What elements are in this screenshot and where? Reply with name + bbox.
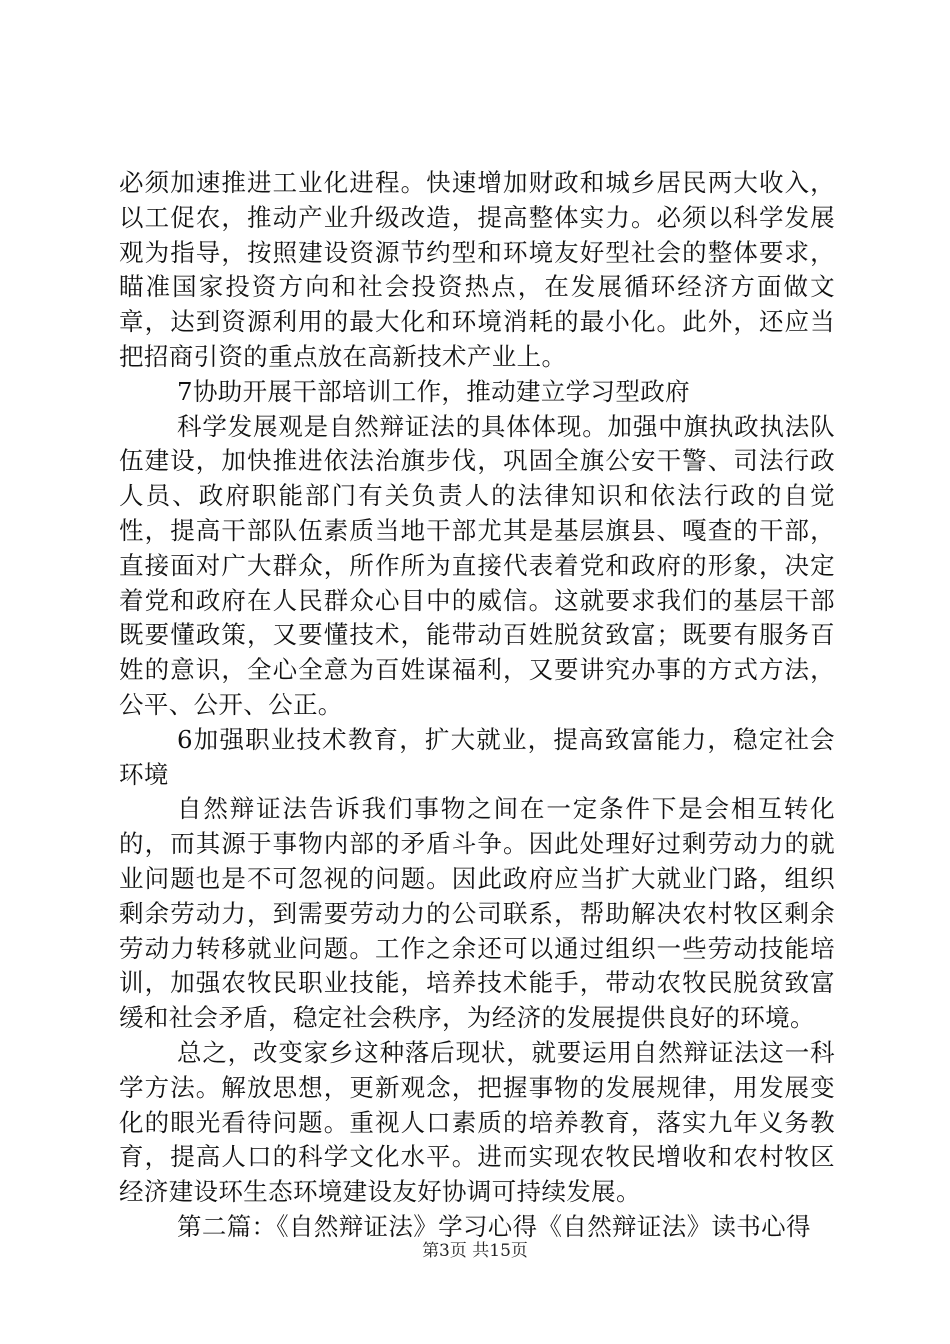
chapter-title: 第二篇：《自然辩证法》学习心得《自然辩证法》读书心得 [177, 1211, 811, 1241]
body-paragraph: 总之，改变家乡这种落后现状，就要运用自然辩证法这一科学方法。解放思想，更新观念，把握事物的发展规律，用发展变化的眼光看待问题。重视人口素质的培养教育，落实九年义务教育，提高人口的科学文化水平。进而实现农牧民增收和农村牧区经济建设环生态环境建设友好协调可持续发展。 [119, 1037, 835, 1207]
body-paragraph: 科学发展观是自然辩证法的具体体现。加强中旗执政执法队伍建设，加快推进依法治旗步伐，巩固全旗公安干警、司法行政人员、政府职能部门有关负责人的法律知识和依法行政的自觉性，提高干部队伍素质当地干部尤其是基层旗县、嘎查的干部，直接面对广大群众，所作所为直接代表着党和政府的形象，决定着党和政府在人民群众心目中的威信。这就要求我们的基层干部既要懂政策，又要懂技术，能带动百姓脱贫致富；既要有服务百姓的意识，全心全意为百姓谋福利，又要讲究办事的方式方法，公平、公开、公正。 [119, 411, 835, 719]
body-paragraph: 必须加速推进工业化进程。快速增加财政和城乡居民两大收入，以工促农，推动产业升级改造，提高整体实力。必须以科学发展观为指导，按照建设资源节约型和环境友好型社会的整体要求，瞄准国家投资方向和社会投资热点，在发展循环经济方面做文章，达到资源利用的最大化和环境消耗的最小化。此外，还应当把招商引资的重点放在高新技术产业上。 [119, 168, 835, 371]
page-number-footer: 第3页 共15页 [422, 1241, 528, 1261]
section-heading: 7协助开展干部培训工作，推动建立学习型政府 [177, 376, 690, 406]
document-body [119, 166, 835, 1245]
section-heading: 6加强职业技术教育，扩大就业，提高致富能力，稳定社会环境 [119, 724, 835, 789]
body-paragraph: 自然辩证法告诉我们事物之间在一定条件下是会相互转化的，而其源于事物内部的矛盾斗争。因此处理好过剩劳动力的就业问题也是不可忽视的问题。因此政府应当扩大就业门路，组织剩余劳动力，到需要劳动力的公司联系，帮助解决农村牧区剩余劳动力转移就业问题。工作之余还可以通过组织一些劳动技能培训，加强农牧民职业技能，培养技术能手，带动农牧民脱贫致富缓和社会矛盾，稳定社会秩序，为经济的发展提供良好的环境。 [119, 794, 835, 1033]
